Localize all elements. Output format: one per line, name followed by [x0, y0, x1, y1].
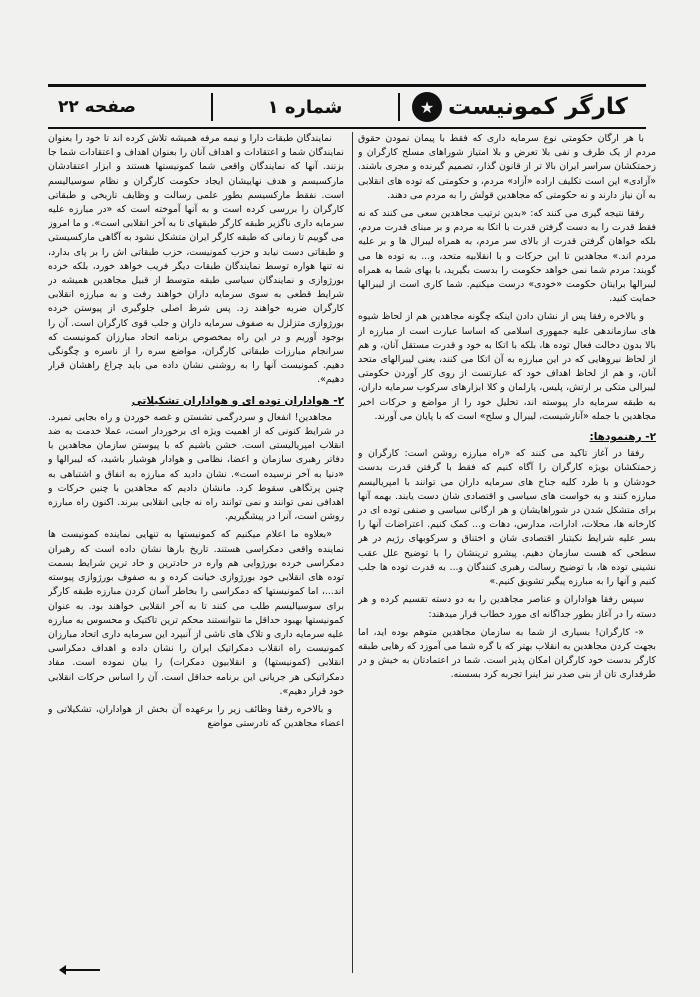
header-divider	[211, 93, 213, 121]
continue-arrow-icon	[60, 969, 100, 971]
paragraph: مجاهدین! انفعال و سردرگمی نشستن و غصه خوردن و راه بجایی نمیرد. در شرایط کنونی که از اهمیت ویژه ای برخوردار است، عملا خدمت به ضد انقلاب امپریالیستی است. خشن باشیم که با پیوستن سازمان مجاهدین با دفاتر رهبری سازمان و اعضا، نظامی و هوادار هوشیار باشید، که لیبرالها و «دنیا به آخر نرسیده است». نشان دادید که مبارزه به انفاق و اشتباهی به چنین پرتگاهی سقوط کرد. مانشان دادیم که مجاهدین با چنین حرکات و اهدافی نمی توانند و نمی توانند راه نه جایی انقلابی ببرند. اکنون راه مبارزه روشن است، آنرا در پیشگیریم.	[48, 411, 344, 523]
paragraph: رفقا نتیجه گیری می کنند که: «بدین ترتیب مجاهدین سعی می کنند که نه فقط قدرت را به دست گرفتن قدرت با اتکا به مردم و بر مبنای قدرت مردم، بلکه خواهان گرفتن قدرت از بالای سر مردم، به همراه لیبرال ها و بر علیه مردم اند.» مجاهدین تا این حرکات و با انقلابیه متحد، و... به توده ها می گویند: مردم شما نمی خواهد حکومت را بدست بگیرید، با بهای شما به همراه لیبرالها برایتان حکومت «خودی» درست میکنیم. شما کاری است از لیبرالها حمایت کنید.	[358, 208, 656, 305]
star-emblem-icon: ★	[412, 92, 442, 122]
masthead	[412, 92, 646, 122]
paragraph: «بعلاوه ما اعلام میکنیم که کمونیستها به تنهایی نماینده کمونیست ها نماینده واقعی دمکراسی هستند. تاریخ بارها نشان داده است که رهبران دمکراسی خرده بورژوایی هم واره در حادترین و حاد ترین شرایط بسمت توده های انقلابی خود بورژوازی خیانت کرده و به صفوف بورژوازی پیوسته اند...، اما کمونیستها که دمکراسی را بخاطر آسان کردن مبارزه طبقه کارگر برای سوسیالیسم طلب می کنند تا به آخر انقلابی خواهند بود. به عنوان کمونیستها بهبود حداقل ما نتوانستند محکم ترین تاکتیک و محسوس به مبارزه علیه سرمایه داری و تلاک های ناشی از آنبپرد این سرمایه داری اتحاد مبارزان کمونیست راه انقلاب دمکراتیک ایران را نشان داده و اهداف دمکراسی انقلابی (کمونیستها) و انقلابیون دمکرات) را بیان نموده است. مفاد دمکراتیکی هر جریانی این برنامه حداقل است. آن را اساس حرکات انقلابی خود قرار دهیم».	[48, 529, 344, 697]
paragraph: «- کارگران! بسیاری از شما به سازمان مجاهدین متوهم بوده اید، اما بجهت کردن مجاهدین به انقلاب بهتر که با گره شما می آموزد که رهایی طبقه کارگر بدست خود کارگران امکان پذیر است. شما در اعتمادتان به خیش و در طرفداری تان از بنی صدر نیز اینرا تجربه کرد بسسنه.	[358, 626, 656, 681]
paragraph: نمایندگان طبقات دارا و نیمه مرفه همیشه تلاش کرده اند تا خود را بعنوان نمایندگان شما و اعتقادات و اهداف آنان را بعنوان اهداف و اعتقادات شما جا بزنند. آنها که نمایندگان واقعی شما کمونیستها هستند و ابزار اعتقادشان مارکسیسم و هدف نهاییشان ایجاد حکومت کارگران و نظام سوسیالیسم است. نفقط مارکسیسم بطور علمی رسالت و وظایف تاریخی و طبقاتی کارگران را بررسی کرده است و به آنها آموخته است که «در مبارزه علیه سرمایه داری ناگزیر طبقه کارگر طبقهای تا به آخر انقلابی است». و ما امروز می گوییم تا زمانی که طبقه کارگر ایران متشکل نشود به آگاهی مارکسیستی و طبقاتی دست نیابد و حزب کمونیست، حزب طبقاتی اش را بر پای بدارد، نه تنها هواره توسط نمایندگان طبقات دیگر فریب خواهد خورد، بلکه خرده بورژوازی و نمایندگان سیاسی طبقه متوسط از قبیل مجاهدین همیشه در شرایط قطعی به سوی سرمایه داران خواهند رفت و به مبارزه انقلابی کارگران ضربه خواهند زد. پس شرط اصلی جلوگیری از پیوستن خرده بورژوازی متزلزل به صفوف سرمایه داران و جلب قوی کارگران است. آن را بوجود آوریم و در این راه بمخصوص برنامه اتحاد مبارزان کمونیست که سرانجام مبارزات طبقاتی کارگران، مواضع سره را از ناسره و چگونگی دهیم. کمونیست آنها را به روشنی نشان داده می باید چراغ راهشان قرار دهیم».	[48, 133, 344, 386]
masthead-title: کارگر کمونیست	[448, 94, 628, 120]
paragraph: سپس رفقا هواداران و عناصر مجاهدین را به دو دسته تقسیم کرده و هر دسته را در آغاز بطور جداگانه ای مورد خطاب قرار میدهند:	[358, 594, 656, 620]
left-column	[48, 132, 344, 975]
paragraph: رفقا در آغاز تاکید می کنند که «راه مبارزه روشن است: کارگران و زحمتکشان بویژه کارگران را آگاه کنیم که فقط با گرفتن قدرت بدست خودشان و با طرد کلیه جناح های سرمایه داران می توانند با امپریالیسم مبارزه کنند و به خواست های سیاسی و اقتصادی شان دست یابند. بهمه آنها برای متشکل شدن در شوراهایشان و هر ارگانی سیاسی و صنفی توده ای در کارخانه ها، محلات، ادارات، مدارس، دهات و... کمک کنیم. اعتراضات آنها را بسر علیه شرایط نکبتبار اقتصادی شان و اختناق و سرکوبهای رژیم در هر سطحی که هست سازمان دهیم. پیشرو ترینشان را با توضیح علل عقب نشینی توده ها، با توضیح رسالت رهبری کنندگان و... به قدرت توده ها جلب کنیم و آنها را به مبارزه پیگیر تشویق کنیم.»	[358, 448, 656, 588]
paragraph: و بالاخره رفقا وظائف زیر را برعهده آن بخش از هواداران، تشکیلاتی و اعضاء مجاهدین که تادرستی مواضع	[48, 703, 344, 730]
page-number: صفحه ۲۲	[58, 97, 136, 117]
paragraph: با هر ارگان حکومتی نوع سرمایه داری که فقط با پیمان نمودن حقوق مردم از یک طرف و نفی بلا تعرض و بلا امتیاز شوراهای مسلح کارگران و زحمتکشان سراسر ایران بالا تر از قانون گذار، تصمیم گیرنده و مجری باشند. «آزادی» این است تکلیف اراده «آزاد» مردم، و حکومتی که توده های انقلابی به آن نیاز دارند و نه حکومتی که مجاهدین قولش را به مردم می دهند.	[358, 133, 656, 201]
issue-number: شماره ۱	[267, 96, 343, 118]
page-header	[48, 84, 646, 129]
paragraph: و بالاخره رفقا پس از نشان دادن اینکه چگونه مجاهدین هم از لحاظ شیوه های سازماندهی علیه جمهوری اسلامی که اساسا عبارت است از مبارزه از بالا بدون دخالت فعال توده ها، بلکه با اتکا به خود و قدرت مستقل آنان، و هم از لحاظ نیروهایی که در این مبارزه به آن اتکا می کنند، یعنی لیبرالهای متحد آنان، و هم از لحاظ اهداف خود که عبارتست از روی کار آوردن حکومتی لیبرالی متکی بر ارتش، پلیس، پارلمان و کلا ابزارهای سرکوب سرمایه داران، به طبقه سرمایه دار پیوسته اند، تحلیل خود را از مواضع و حرکات اخیر مجاهدین با جمله «آنارشیست، لیبرال و سلح» است که با پایان می آورند.	[358, 311, 656, 422]
section-heading: ۲- رهنمودها:	[589, 431, 656, 444]
section-heading: ۲- هواداران توده ای و هواداران تشکیلاتی	[131, 394, 344, 407]
column-divider	[352, 132, 353, 973]
header-divider	[398, 93, 400, 121]
right-column	[358, 132, 656, 975]
